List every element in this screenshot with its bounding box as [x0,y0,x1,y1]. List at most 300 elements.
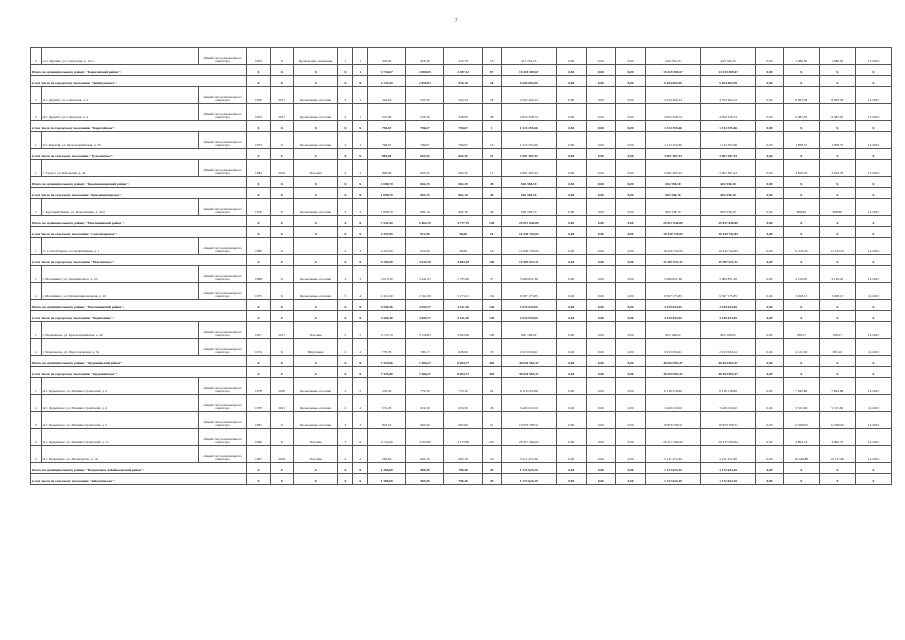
table-cell: Х [855,367,891,378]
table-cell: Х [353,367,368,378]
table-cell: Х [338,149,353,160]
table-row [31,199,892,216]
table-cell: общий счет регионального оператора [198,412,247,429]
table-cell: 628,00 [444,339,482,356]
table-cell: 28 [482,199,501,216]
table-cell: 4 892,74 [783,429,819,446]
table-cell: 3 028,13 [819,283,855,300]
table-cell: Х [270,266,293,283]
table-cell: 796,67 [406,132,444,149]
table-cell: 543,34 [444,87,482,104]
table-cell: 1978 [247,395,270,412]
table-cell: 3 426 219,20 [701,395,756,412]
table-cell: 0,00 [556,322,586,339]
table-cell: 1 [353,132,368,149]
table-cell: 0,00 [586,339,616,356]
subtotal-row [31,474,892,485]
table-cell: 12.2023 [855,238,891,255]
table-cell: 11 325,35 [819,238,855,255]
table-cell: 418,38 [406,48,444,65]
table-cell: 1 313 355,66 [645,132,700,149]
subtotal-row [31,300,892,311]
table-cell: 3 012,30 [368,266,406,283]
table-cell: 145 [482,300,501,311]
table-cell: Х [293,216,338,227]
table-cell: 4 652 338,74 [501,104,556,121]
table-cell: 5 211 271,96 [701,446,756,463]
table-cell: Плоские [293,160,338,177]
table-cell: 1 [31,199,42,216]
table-cell: 0,00 [586,322,616,339]
table-cell: 0,00 [756,356,784,367]
table-cell: Х [338,356,353,367]
table-cell: 2016 [270,160,293,177]
table-cell: 9 204 603,99 [501,76,556,87]
table-cell: 0,00 [556,104,586,121]
table-cell: 0,00 [616,367,646,378]
table-cell: 544,03 [368,87,406,104]
table-cell: 12.2023 [855,378,891,395]
page-number: 7 [455,19,458,24]
table-cell: 0,00 [616,356,646,367]
subtotal-row [31,227,892,238]
table-cell: 413 763,25 [501,48,556,65]
table-cell: 0,00 [616,255,646,266]
table-cell: 2 913 634,61 [701,339,756,356]
address-cell: пгт. Ордынское, ул. Машиностроителей, д. 7а [41,429,198,446]
table-cell: 0,00 [756,395,784,412]
table-cell: Х [247,149,270,160]
table-cell: 8 093,38 [819,87,855,104]
table-cell: Х [247,216,270,227]
table-cell: 16 [482,227,501,238]
table-cell: 443 761,25 [701,48,756,65]
table-cell: 28 [482,177,501,188]
table-cell: общий счет регионального оператора [198,339,247,356]
table-cell: 921,00 [406,227,444,238]
table-cell: 0,00 [586,76,616,87]
table-row [31,283,892,300]
table-cell: 0,00 [586,238,616,255]
table-cell: Х [270,311,293,322]
table-cell: Х [855,76,891,87]
table-cell: Х [353,463,368,474]
table-cell: Х [783,356,819,367]
table-cell: 1952 [247,48,270,65]
table-cell: 0,00 [556,266,586,283]
table-cell: 0,00 [616,160,646,177]
table-cell: 5 515,69 [783,395,819,412]
table-cell: 7 325,86 [368,356,406,367]
table-cell: 10 879 769,51 [501,412,556,429]
table-cell: 976,10 [444,76,482,87]
table-cell: 602 558,10 [645,177,700,188]
table-cell: общий счет регионального оператора [198,160,247,177]
table-row [31,238,892,255]
table-cell: Х [819,188,855,199]
table-cell: 20 417 284,64 [501,429,556,446]
table-cell: 0,00 [756,266,784,283]
table-cell: 862,19 [406,188,444,199]
table-cell: 1 [353,87,368,104]
table-cell: 0,00 [556,367,586,378]
table-cell: 0,00 [556,76,586,87]
table-cell: 1 [482,121,501,132]
table-cell: 9 204 603,99 [645,76,700,87]
table-cell: 1 [338,48,353,65]
table-cell: Х [247,177,270,188]
table-cell: 403 [482,356,501,367]
table-cell: 602 558,10 [501,199,556,216]
table-cell: Х [338,300,353,311]
table-cell: 3 173,21 [444,283,482,300]
table-cell: 0,00 [586,104,616,121]
table-cell: 46 054 903,37 [701,356,756,367]
table-cell: 1988 [247,266,270,283]
table-cell: 29 [482,463,501,474]
table-cell: 247 [482,429,501,446]
subtotal-row [31,65,892,76]
table-cell: Х [270,216,293,227]
table-cell: Х [783,300,819,311]
table-cell: 7 206,27 [406,356,444,367]
table-cell: 3 426 219,20 [645,395,700,412]
table-cell: 4 777,79 [444,216,482,227]
table-cell: 5 211 271,96 [501,446,556,463]
table-cell: Х [293,474,338,485]
table-cell: 46 054 903,37 [645,367,700,378]
table-cell: 0,00 [556,283,586,300]
subtotal-label: Итого по муниципальному району "Ордынинский район": [31,356,247,367]
table-cell: Х [783,65,819,76]
table-cell: 0,00 [616,65,646,76]
subtotal-label: Итого по муниципальному району "Маслянинский район": [31,216,247,227]
table-cell: Кровельные, плоские [293,199,338,216]
table-cell: 11 [482,160,501,177]
table-cell: Х [783,463,819,474]
table-cell: Х [783,177,819,188]
table-cell: 5 211 271,96 [645,446,700,463]
table-cell: 443 761,25 [645,48,700,65]
table-cell: 12.2023 [855,322,891,339]
table-cell: 0,00 [616,378,646,395]
table-cell: 188,27 [819,322,855,339]
table-cell: 603,35 [444,149,482,160]
table-cell: 603,55 [406,149,444,160]
table-cell: 9 487,03 [783,104,819,121]
table-cell: 2017 [270,322,293,339]
table-cell: общий счет регионального оператора [198,238,247,255]
table-row [31,378,892,395]
table-cell: 2 [338,199,353,216]
table-cell: 188,27 [783,322,819,339]
table-cell: Х [783,367,819,378]
subtotal-label: в том числе по городскому поселению "Двинсунского": [31,76,247,87]
table-cell: 10 127,80 [819,446,855,463]
table-cell: 12.2023 [855,199,891,216]
table-cell: 4 [353,283,368,300]
table-cell: 0,00 [756,227,784,238]
table-cell: 2 [353,446,368,463]
table-cell: 2 [31,48,42,65]
subtotal-row [31,463,892,474]
address-cell: пгт. Ордынское, ул. Машиностроителей, д. 5 [41,412,198,429]
table-cell: 12.2023 [855,132,891,149]
subtotal-label: в том числе по сельскому поселению "Тульсинское": [31,149,247,160]
subtotal-label: в том числе по сельскому поселению "Заблотинское": [31,474,247,485]
table-cell: 0,00 [556,48,586,65]
table-cell: 4 084,10 [444,255,482,266]
table-cell: Х [338,188,353,199]
table-cell: Х [353,311,368,322]
table-cell: 1 858,57 [783,132,819,149]
table-cell: Х [338,177,353,188]
table-cell: 2 102,30 [406,283,444,300]
table-cell: 0,00 [616,199,646,216]
table-cell: 2 437,00 [368,238,406,255]
table-cell: 12.2023 [855,87,891,104]
table-cell: общий счет регионального оператора [198,48,247,65]
table-cell: 12.2023 [855,266,891,283]
table-cell: 10 430 742,83 [501,227,556,238]
table-cell: 0,00 [586,121,616,132]
table-cell: 0,00 [756,104,784,121]
table-cell: 3 321,30 [444,311,482,322]
table-cell: 0,00 [616,474,646,485]
table-cell: 2 901 387,43 [501,149,556,160]
table-cell: 5 [338,283,353,300]
table-cell: 57 [482,266,501,283]
table-cell: 35 [482,339,501,356]
table-cell: 1952 [247,104,270,121]
table-cell: 576,30 [368,378,406,395]
table-cell: 0,00 [586,160,616,177]
table-cell: 7 541,90 [368,216,406,227]
table-cell: 11 [482,149,501,160]
table-cell: 1975 [247,283,270,300]
table-cell: Х [353,149,368,160]
table-cell: 2 [338,446,353,463]
table-cell: Плоские [293,429,338,446]
table-cell: 4 816,70 [783,160,819,177]
table-cell: 4 103,90 [406,429,444,446]
table-cell: 1 313 355,66 [501,132,556,149]
table-cell: 0,00 [556,177,586,188]
table-cell: Плоские [293,446,338,463]
table-cell: 2 [31,395,42,412]
table-cell: 2 437,00 [368,227,406,238]
table-cell: 7 843,86 [783,378,819,395]
table-cell: 1978 [247,378,270,395]
table-cell: 51 [482,412,501,429]
table-cell: 0,00 [586,87,616,104]
table-cell: общий счет регионального оператора [198,322,247,339]
table-cell: 572,20 [368,395,406,412]
table-cell: 16 [482,132,501,149]
table-cell: 6 994,77 [444,367,482,378]
table-cell: Х [338,474,353,485]
table-cell: Х [270,149,293,160]
table-cell: 0,00 [756,367,784,378]
subtotal-row [31,356,892,367]
table-cell: 0,00 [616,227,646,238]
table-row [31,87,892,104]
table-cell: Х [270,132,293,149]
table-cell: Х [247,255,270,266]
table-cell: 0,00 [616,339,646,356]
subtotal-label: Итого по муниципальному району "Красновишерский район": [31,177,247,188]
table-cell: 1967 [247,446,270,463]
table-cell: Х [819,300,855,311]
table-cell: 2 287,12 [444,65,482,76]
table-cell: 2 736,67 [368,65,406,76]
table-cell: 5 989 851,36 [645,266,700,283]
table-cell: 4 559,77 [406,300,444,311]
table-cell: 602 558,10 [501,177,556,188]
table-cell: 2 [31,339,42,356]
table-cell: 1 858,57 [819,132,855,149]
table-cell: 2 [338,87,353,104]
address-cell: пгт. Дружба, ул. Советская, д. 2 [41,87,198,104]
table-cell: 4 552 265,24 [501,87,556,104]
table-cell: 2 [353,160,368,177]
table-cell: 0,00 [556,149,586,160]
table-cell: 4 543,70 [406,255,444,266]
table-cell: 4 506,46 [368,311,406,322]
table-cell: 5 989 851,36 [701,266,756,283]
table-cell: Х [353,474,368,485]
table-cell: Х [855,227,891,238]
table-cell: Х [293,367,338,378]
table-cell: 698,86 [819,199,855,216]
table-cell: Х [293,227,338,238]
address-cell: г. Черепаново, ул. Пирогоковская, д. 54 [41,339,198,356]
subtotal-row [31,188,892,199]
table-cell: 584,00 [368,446,406,463]
table-cell: 4 652 338,74 [701,104,756,121]
table-cell: 9 397 175,85 [701,283,756,300]
table-cell: 2 901 387,43 [501,160,556,177]
table-cell: 1 008,70 [368,188,406,199]
table-cell: 128 [482,322,501,339]
table-cell: 1 306,00 [368,474,406,485]
table-cell: 0,00 [616,76,646,87]
table-cell: 698,86 [783,199,819,216]
table-cell: 2020 [270,378,293,395]
table-cell: 0,00 [556,474,586,485]
table-cell: 0,00 [556,132,586,149]
table-cell: 0,00 [556,216,586,227]
table-cell: Х [338,76,353,87]
address-cell: ст. Сонтобоярово, пл. Рецептивная, д. 1 [41,238,198,255]
table-cell: Х [855,65,891,76]
table-cell: Х [783,474,819,485]
table-cell: 602 558,10 [701,177,756,188]
table-cell: 501,90 [368,104,406,121]
table-cell: 2 [338,160,353,177]
table-cell: 0,00 [556,160,586,177]
table-cell: 0,00 [756,300,784,311]
table-cell: 2 [353,395,368,412]
table-cell: Х [855,311,891,322]
table-cell: 883,00 [368,160,406,177]
table-cell: Х [353,255,368,266]
table-cell: общий счет регионального оператора [198,429,247,446]
table-cell: 2 [338,395,353,412]
table-cell: 0,00 [616,238,646,255]
table-cell: 5 464,70 [406,216,444,227]
table-cell: 862,19 [406,199,444,216]
table-cell: 862,19 [444,199,482,216]
table-cell: 2 [353,378,368,395]
table-cell: Х [293,255,338,266]
address-cell: с. Тульса, ул. Школьная, д. 42 [41,160,198,177]
table-cell: Х [338,121,353,132]
table-cell: 10 430 742,83 [701,227,756,238]
address-cell: г. Черепаново, ул. Красноармейская, д. 40 [41,322,198,339]
table-cell: Х [338,311,353,322]
table-cell: 2 [31,104,42,121]
table-cell: 0,00 [756,216,784,227]
table-cell: 796,67 [368,121,406,132]
table-cell: 3 519 033,05 [645,311,700,322]
table-cell: 29 [482,474,501,485]
table-cell: Х [338,227,353,238]
table-cell: 0,00 [586,356,616,367]
table-cell: Х [353,188,368,199]
table-cell: 2 059,03 [406,76,444,87]
table-cell: 1973 [247,132,270,149]
table-cell: 2 [338,339,353,356]
table-cell: 0,00 [616,446,646,463]
table-cell: 0,00 [616,104,646,121]
table-cell: Х [819,177,855,188]
table-cell: Х [247,311,270,322]
table-cell: 0,00 [586,255,616,266]
table-cell: 145 [482,311,501,322]
table-cell: 3 [31,412,42,429]
table-cell: 0,00 [556,227,586,238]
table-cell: 0,00 [756,65,784,76]
table-cell: 0,00 [756,149,784,160]
table-cell: 619,39 [406,395,444,412]
table-cell: 11 996,65 [819,412,855,429]
table-cell: 10 879 769,51 [645,412,700,429]
table-cell: 0,00 [616,48,646,65]
table-cell: Кровельные, плоские [293,87,338,104]
table-cell: 0,00 [616,177,646,188]
table-cell: Х [293,356,338,367]
table-cell: 12.2023 [855,104,891,121]
table-cell: 0,00 [586,367,616,378]
table-cell: 605 108,02 [501,322,556,339]
table-cell: 0,00 [756,412,784,429]
table-cell: 0,00 [556,87,586,104]
address-cell: пгт. Ордынское, ул. Машиностроителей, д. 4 [41,395,198,412]
table-cell: 619,39 [444,395,482,412]
table-cell: Х [293,188,338,199]
table-cell: 0,00 [616,322,646,339]
table-cell: Х [855,474,891,485]
table-cell: 0,00 [616,188,646,199]
table-cell: Х [270,356,293,367]
table-cell: 10 430 742,83 [701,238,756,255]
table-cell: 132 [482,283,501,300]
subtotal-row [31,149,892,160]
table-cell: 3 321,30 [444,300,482,311]
table-cell: 1 313 355,66 [645,121,700,132]
table-cell: 779,30 [444,378,482,395]
